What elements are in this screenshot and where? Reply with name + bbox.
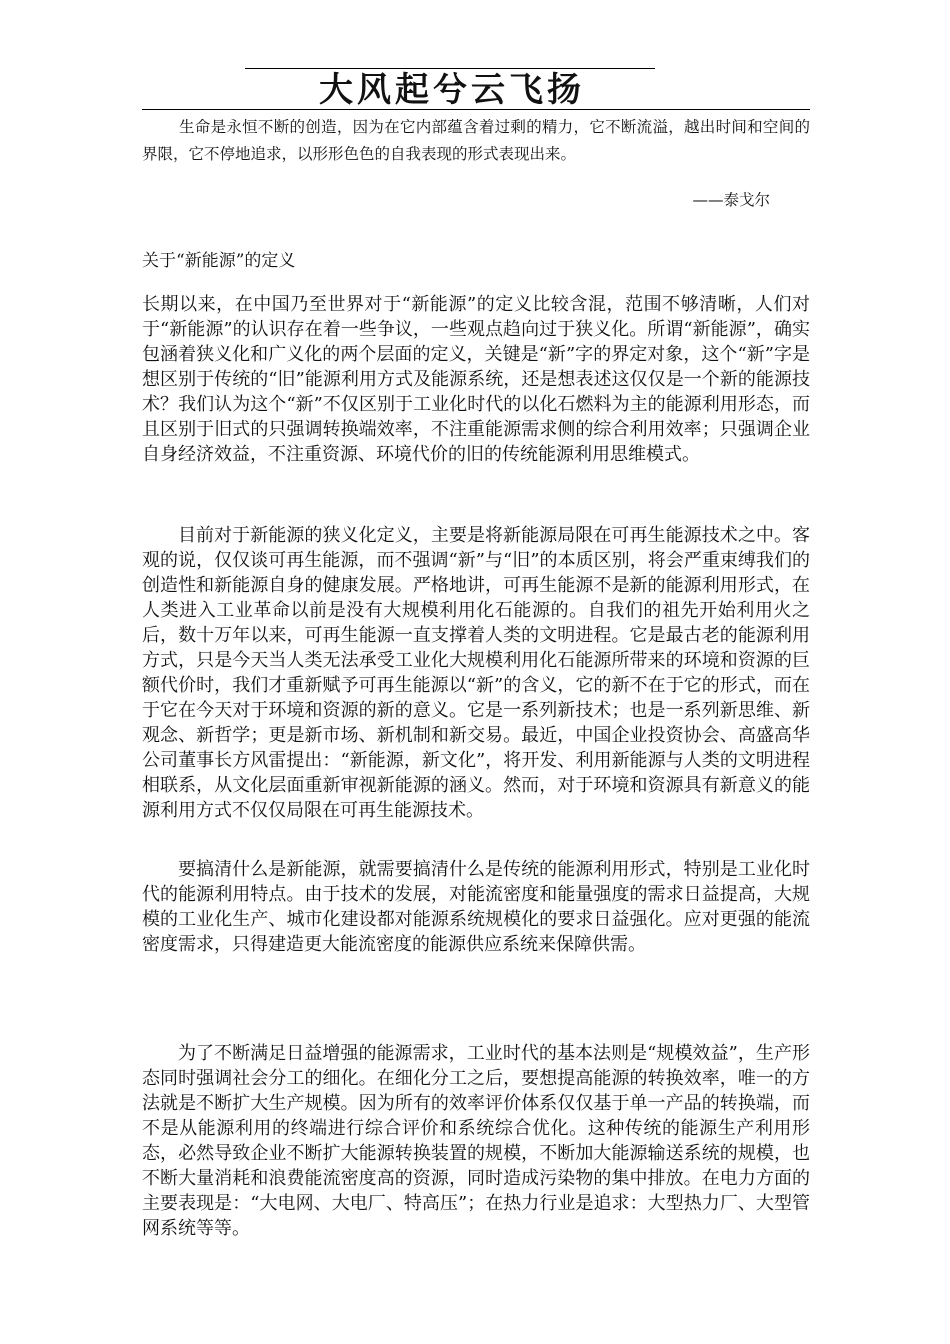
epigraph-attribution: ——泰戈尔 — [692, 191, 770, 209]
epigraph-quote: 生命是永恒不断的创造，因为在它内部蕴含着过剩的精力，它不断流溢，越出时间和空间的界限，它不停地追求，以形形色色的自我表现的形式表现出来。 — [142, 118, 810, 163]
header-top-rule — [245, 68, 655, 69]
body-paragraph-2: 目前对于新能源的狭义化定义，主要是将新能源局限在可再生能源技术之中。客观的说，仅仅谈可再生能源，而不强调“新”与“旧”的本质区别，将会严重束缚我们的创造性和新能源自身的健康发展。严格地讲，可再生能源不是新的能源利用形式，在人类进入工业革命以前是没有大规模利用化石能源的。自我们的祖先开始利用火之后，数十万年以来，可再生能源一直支撑着人类的文明进程。它是最古老的能源利用方式，只是今天当人类无法承受工业化大规模利用化石能源所带来的环境和资源的巨额代价时，我们才重新赋予可再生能源以“新”的含义，它的新不在于它的形式，而在于它在今天对于环境和资源的新的意义。它是一系列新技术；也是一系列新思维、新观念、新哲学；更是新市场、新机制和新交易。最近，中国企业投资协会、高盛高华公司董事长方风雷提出：“新能源，新文化”，将开发、利用新能源与人类的文明进程相联系，从文化层面重新审视新能源的涵义。然而，对于环境和资源具有新意义的能源利用方式不仅仅局限在可再生能源技术。 — [142, 525, 810, 821]
body-paragraph-1: 长期以来，在中国乃至世界对于“新能源”的定义比较含混，范围不够清晰，人们对于“新能源”的认识存在着一些争议，一些观点趋向过于狭义化。所谓“新能源”，确实包涵着狭义化和广义化的两个层面的定义，关键是“新”字的界定对象，这个“新”字是想区别于传统的“旧”能源利用方式及能源系统，还是想表述这仅仅是一个新的能源技术？我们认为这个“新”不仅区别于工业化时代的以化石燃料为主的能源利用形态，而且区别于旧式的只强调转换端效率，不注重能源需求侧的综合利用效率；只强调企业自身经济效益，不注重资源、环境代价的旧的传统能源利用思维模式。 — [142, 294, 810, 465]
section-heading: 关于“新能源”的定义 — [142, 251, 296, 271]
body-paragraph-3: 要搞清什么是新能源，就需要搞清什么是传统的能源利用形式，特别是工业化时代的能源利用特点。由于技术的发展，对能流密度和能量强度的需求日益提高，大规模的工业化生产、城市化建设都对能源系统规模化的要求日益强化。应对更强的能流密度需求，只得建造更大能流密度的能源供应系统来保障供需。 — [142, 859, 810, 955]
body-paragraph-4: 为了不断满足日益增强的能源需求，工业时代的基本法则是“规模效益”，生产形态同时强调社会分工的细化。在细化分工之后，要想提高能源的转换效率，唯一的方法就是不断扩大生产规模。因为所有的效率评价体系仅仅基于单一产品的转换端，而不是从能源利用的终端进行综合评价和系统综合优化。这种传统的能源生产利用形态，必然导致企业不断扩大能源转换装置的规模，不断加大能源输送系统的规模，也不断大量消耗和浪费能流密度高的资源，同时造成污染物的集中排放。在电力方面的主要表现是：“大电网、大电厂、特高压”；在热力行业是追求：大型热力厂、大型管网系统等等。 — [142, 1043, 810, 1239]
header-title: 大风起兮云飞扬 — [319, 70, 585, 110]
header-bottom-rule — [142, 109, 810, 110]
